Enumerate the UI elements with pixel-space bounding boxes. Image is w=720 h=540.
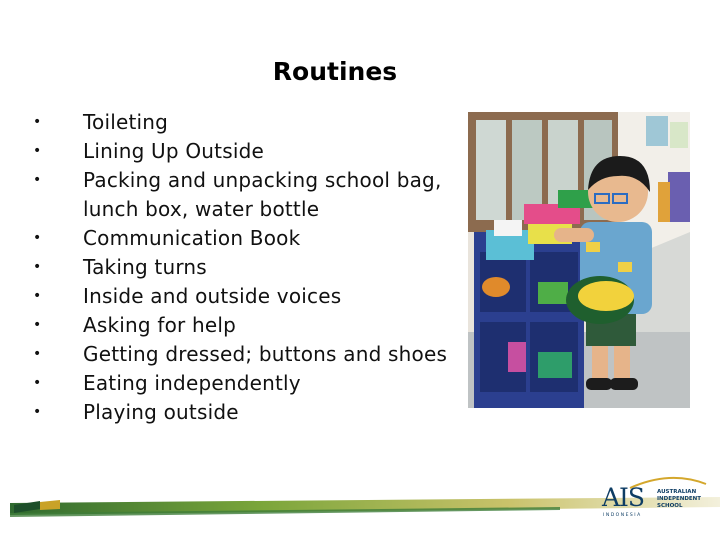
bullet-icon: • xyxy=(33,259,42,275)
logo-line: SCHOOL xyxy=(657,503,683,509)
bullet-icon: • xyxy=(33,172,42,188)
list-item xyxy=(30,282,460,311)
bullet-icon: • xyxy=(33,230,42,246)
list-item-text: Packing and unpacking school bag, lunch box, water bottle xyxy=(83,168,442,221)
list-item-text: Taking turns xyxy=(83,255,207,279)
list-item-text: Asking for help xyxy=(83,313,237,337)
slide-title: Routines xyxy=(272,57,398,86)
bullet-icon: • xyxy=(33,114,42,130)
bullet-icon: • xyxy=(33,404,42,420)
list-item xyxy=(30,253,460,282)
bullet-icon: • xyxy=(33,317,42,333)
bullet-list xyxy=(30,108,460,427)
logo-wordmark: AIS xyxy=(602,483,645,512)
list-item xyxy=(30,311,460,340)
list-item xyxy=(30,369,460,398)
logo-school-name xyxy=(657,489,709,510)
list-item xyxy=(30,166,460,224)
list-item xyxy=(30,398,460,427)
logo-line: INDEPENDENT xyxy=(657,496,702,502)
list-item-text: Eating independently xyxy=(83,371,301,395)
school-logo xyxy=(600,476,708,522)
list-item-text: Playing outside xyxy=(83,400,239,424)
list-item xyxy=(30,340,460,369)
list-item-text: Toileting xyxy=(83,110,169,134)
list-item-text: Communication Book xyxy=(83,226,301,250)
list-item xyxy=(30,224,460,253)
bullet-icon: • xyxy=(33,288,42,304)
logo-line: AUSTRALIAN xyxy=(657,489,697,495)
bullet-icon: • xyxy=(33,143,42,159)
list-item-text: Inside and outside voices xyxy=(83,284,342,308)
bullet-icon: • xyxy=(33,346,42,362)
logo-country: INDONESIA xyxy=(603,513,642,518)
list-item-text: Getting dressed; buttons and shoes xyxy=(83,342,448,366)
classroom-photo xyxy=(468,112,690,408)
list-item xyxy=(30,108,460,137)
list-item xyxy=(30,137,460,166)
bullet-icon: • xyxy=(33,375,42,391)
list-item-text: Lining Up Outside xyxy=(83,139,264,163)
